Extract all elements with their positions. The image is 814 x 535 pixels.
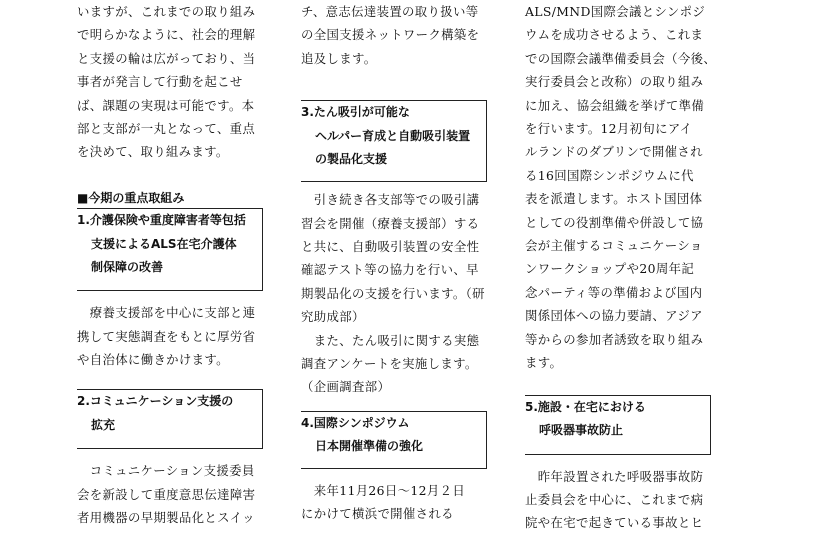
- focus-section-label: ■今期の重点取組み: [77, 190, 185, 205]
- col2-intro-paragraph: チ、意志伝達装置の取り扱い等 の全国支援ネットワーク構築を 追及します。: [301, 4, 480, 66]
- column-1: [77, 0, 263, 530]
- heading-2-line-2: 拡充: [91, 417, 116, 432]
- heading-1-line-3: 制保障の改善: [91, 260, 164, 275]
- col1-paragraph-2: コミュニケーション支援委員 会を新設して重度意思伝達障害 者用機器の早期製品化とスイッ: [77, 463, 256, 526]
- heading-box-3: [301, 100, 487, 182]
- heading-3-line-2: ヘルパー育成と自動吸引装置: [315, 128, 471, 143]
- heading-1-line-1: 1.介護保険や重度障害者等包括: [77, 213, 246, 228]
- heading-4-line-1: 4.国際シンポジウム: [301, 415, 410, 430]
- heading-box-2: [77, 389, 263, 449]
- col2-paragraph-4: 来年11月26日～12月２日 にかけて横浜で開催される: [301, 482, 466, 522]
- heading-5-line-1: 5.施設・在宅における: [525, 399, 646, 414]
- column-2: [301, 0, 487, 526]
- heading-2-line-1: 2.コミュニケーション支援の: [77, 394, 234, 409]
- heading-box-5: [525, 395, 711, 455]
- heading-5-line-2: 呼吸器事故防止: [539, 422, 624, 437]
- col3-paragraph-5: 昨年設置された呼吸器事故防 止委員会を中心に、これまで病 院や在宅で起きている事故とヒ: [525, 468, 704, 531]
- heading-box-1: [77, 208, 263, 291]
- heading-4-line-2: 日本開催準備の強化: [315, 439, 424, 454]
- heading-1-line-2: 支援によるALS在宅介護体: [91, 236, 237, 251]
- col1-intro-paragraph: いますが、これまでの取り組み で明らかなように、社会的理解 と支援の輪は広がっており、当 事者が発言して行動を起こせ ば、課題の実現は可能です。本 部と支部が一丸となって、重点 を決めて、取り組みます。: [77, 4, 256, 160]
- col3-intro-paragraph: ALS/MND国際会議とシンポジ ウムを成功させるよう、これま での国際会議準備委員会（今後、 実行委員会と改称）の取り組み に加え、協会組織を挙げて準備 を行います。12月初旬にアイ ルランドのダブリンで開催され る16回国際シンポジウムに代 表を派遣します。ホスト国団体 としての役割準備や併設して協 会が主催するコミュニケーショ ンワークショップや20周年記 念パーティ等の準備および国内 関係団体への協力要請、アジア 等からの参加者誘致を取り組み ます。: [525, 4, 717, 371]
- col2-paragraph-3: 引き続き各支部等での吸引講 習会を開催（療養支援部）する と共に、自動吸引装置の安全性 確認テスト等の協力を行い、早 期製品化の支援を行います。（研 究助成部） また、たん吸引に関する実態 調査アンケートを実施します。 （企画調査部）: [301, 192, 485, 395]
- heading-3-line-3: の製品化支援: [315, 152, 388, 167]
- heading-box-4: [301, 411, 487, 469]
- heading-3-line-1: 3.たん吸引が可能な: [301, 105, 410, 120]
- col1-paragraph-1: 療養支援部を中心に支部と連 携して実態調査をもとに厚労省 や自治体に働きかけます。: [77, 305, 256, 368]
- column-3: [525, 0, 717, 535]
